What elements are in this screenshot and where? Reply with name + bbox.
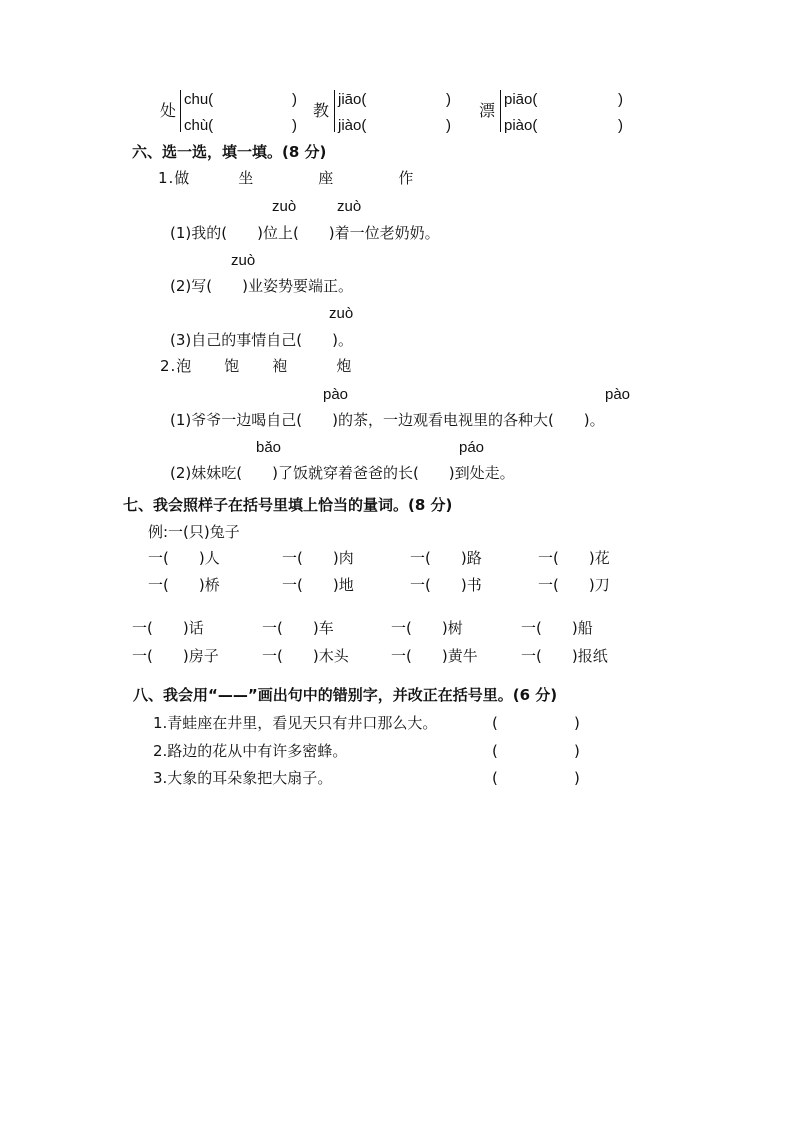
section-six-title: 六、选一选，填一填。(8 分) — [132, 143, 327, 161]
pinyin-hint: zuò — [329, 305, 354, 322]
measure-item: 一( )花 — [538, 549, 610, 567]
measure-item: 一( )桥 — [148, 576, 220, 594]
pinyin-reading: piào( — [504, 117, 538, 134]
measure-item: 一( )人 — [148, 549, 220, 567]
pinyin-reading: chu( — [184, 91, 214, 108]
s6-q2-options: 2.泡 饱 袍 炮 — [160, 357, 353, 375]
paren-close: ) — [446, 91, 451, 108]
pinyin-hint: páo — [459, 439, 485, 456]
measure-item: 一( )肉 — [282, 549, 354, 567]
paren-close: ) — [574, 742, 580, 760]
paren-close: ) — [292, 117, 297, 134]
s6-q2-sentence-2: (2)妹妹吃( )了饭就穿着爸爸的长( )到处走。 — [170, 464, 515, 482]
measure-item: 一( )木头 — [262, 647, 349, 665]
paren-close: ) — [292, 91, 297, 108]
measure-item: 一( )刀 — [538, 576, 610, 594]
pinyin-hint: zuò — [231, 252, 256, 269]
measure-item: 一( )树 — [391, 619, 463, 637]
measure-item: 一( )车 — [262, 619, 334, 637]
measure-item: 一( )路 — [410, 549, 482, 567]
paren-close: ) — [618, 91, 623, 108]
pinyin-reading: piāo( — [504, 91, 538, 108]
pinyin-reading: jiāo( — [338, 91, 367, 108]
paren-open: ( — [492, 742, 498, 760]
pinyin-reading: jiào( — [338, 117, 367, 134]
s8-sentence-1: 1.青蛙座在井里，看见天只有井口那么大。 — [153, 714, 438, 732]
measure-item: 一( )话 — [132, 619, 204, 637]
section-eight-title: 八、我会用“——”画出句中的错别字，并改正在括号里。(6 分) — [133, 686, 558, 704]
brace — [180, 90, 181, 132]
polyphone-char: 教 — [313, 101, 330, 120]
polyphone-char: 处 — [160, 101, 177, 120]
paren-close: ) — [574, 769, 580, 787]
paren-close: ) — [618, 117, 623, 134]
s6-q1-options: 1.做 坐 座 作 — [158, 169, 415, 187]
pinyin-hint: zuò — [337, 198, 362, 215]
pinyin-hint: pào — [323, 386, 349, 403]
measure-item: 一( )地 — [282, 576, 354, 594]
polyphone-char: 漂 — [479, 101, 496, 120]
paren-close: ) — [446, 117, 451, 134]
s6-q1-sentence-1: (1)我的( )位上( )着一位老奶奶。 — [170, 224, 440, 242]
paren-close: ) — [574, 714, 580, 732]
pinyin-reading: chù( — [184, 117, 214, 134]
s8-sentence-3: 3.大象的耳朵象把大扇子。 — [153, 769, 333, 787]
s8-sentence-2: 2.路边的花从中有许多密蜂。 — [153, 742, 348, 760]
measure-item: 一( )黄牛 — [391, 647, 478, 665]
s6-q1-sentence-3: (3)自己的事情自己( )。 — [170, 331, 353, 349]
pinyin-hint: bǎo — [256, 439, 282, 456]
brace — [500, 90, 501, 132]
section-seven-title: 七、我会照样子在括号里填上恰当的量词。(8 分) — [123, 496, 453, 514]
paren-open: ( — [492, 769, 498, 787]
measure-item: 一( )书 — [410, 576, 482, 594]
s6-q1-sentence-2: (2)写( )业姿势要端正。 — [170, 277, 353, 295]
paren-open: ( — [492, 714, 498, 732]
brace — [334, 90, 335, 132]
s6-q2-sentence-1: (1)爷爷一边喝自己( )的茶，一边观看电视里的各种大( )。 — [170, 411, 605, 429]
measure-item: 一( )船 — [521, 619, 593, 637]
s7-example: 例:一(只)兔子 — [148, 523, 240, 541]
measure-item: 一( )报纸 — [521, 647, 608, 665]
measure-item: 一( )房子 — [132, 647, 219, 665]
pinyin-hint: pào — [605, 386, 631, 403]
pinyin-hint: zuò — [272, 198, 297, 215]
